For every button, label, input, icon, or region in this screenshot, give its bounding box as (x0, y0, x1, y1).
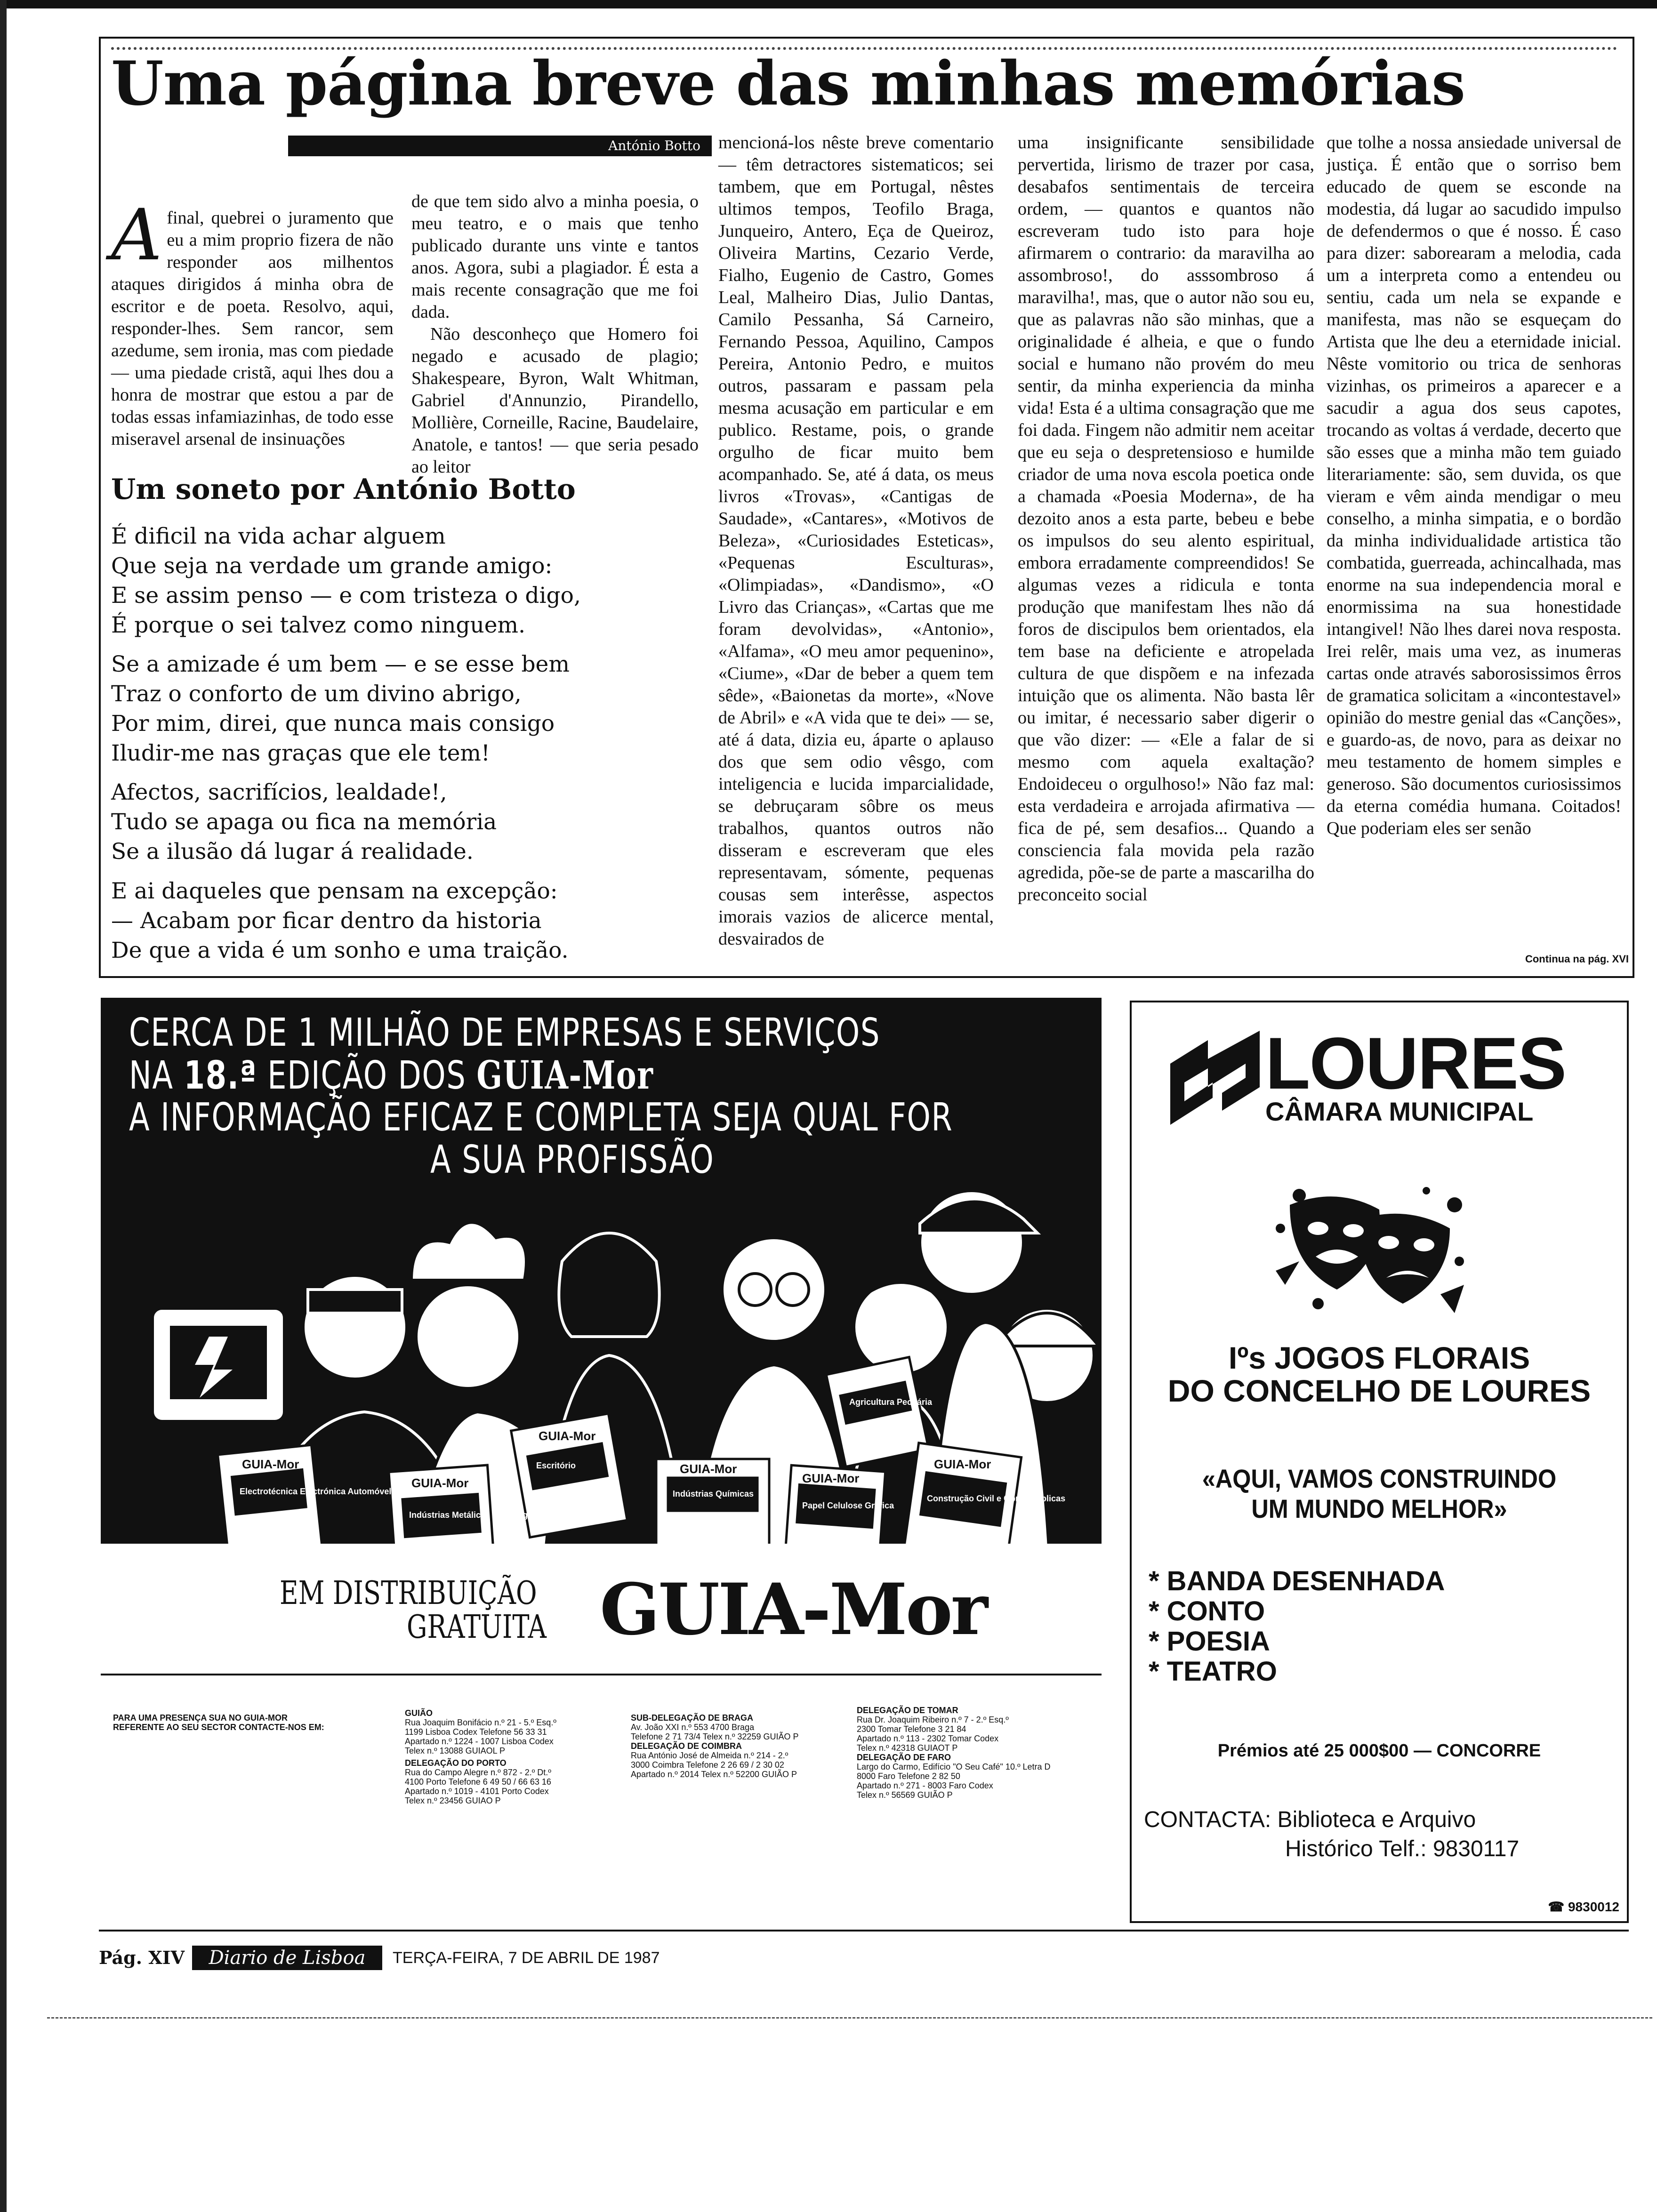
footer-rule (99, 1930, 1629, 1931)
book-title: Papel Celulose Gráfica (802, 1501, 894, 1510)
sonnet-line: Tudo se apaga ou fica na memória (111, 809, 497, 835)
guia-mor-logo: GUIA-Mor (600, 1568, 986, 1651)
article-column-2-text: de que tem sido alvo a minha poesia, o meu teatro, e o mais que tenho publicado durante uns vinte e tantos anos. Agora, subi a plagiador. É esta a mais recente consagração que me foi dada. (411, 192, 699, 322)
office-line: Apartado n.º 2014 Telex n.º 52200 GUIÃO P (631, 1770, 797, 1779)
office-line: Apartado n.º 271 - 8003 Faro Codex (857, 1781, 993, 1790)
sonnet-line: Por mim, direi, que nunca mais consigo (111, 711, 555, 737)
quote-line-2: UM MUNDO MELHOR» (1251, 1494, 1507, 1523)
office-heading: DELEGAÇÃO DE TOMAR (857, 1706, 958, 1715)
loures-prizes: Prémios até 25 000$00 — CONCORRE (1217, 1741, 1541, 1761)
page-number: Pág. XIV (99, 1947, 185, 1968)
quote-line-1: «AQUI, VAMOS CONSTRUINDO (1202, 1464, 1557, 1493)
guia-ad-line-4: A SUA PROFISSÃO (430, 1138, 715, 1182)
office-line: Apartado n.º 1019 - 4101 Porto Codex (405, 1787, 549, 1796)
book-title: Electrotécnica Electrónica Automóvel (240, 1487, 392, 1496)
guia-ad-inline-logo: GUIA-Mor (476, 1053, 654, 1098)
office-line: Largo do Carmo, Edifício "O Seu Café" 10.º Letra D (857, 1762, 1051, 1771)
theatre-masks-icon (1271, 1177, 1469, 1318)
sonnet-line: É porque o sei talvez como ninguem. (111, 612, 526, 638)
book-label: GUIA-Mor (411, 1476, 469, 1490)
sonnet-line: Que seja na verdade um grande amigo: (111, 553, 553, 579)
book-label: GUIA-Mor (802, 1471, 860, 1485)
office-heading: DELEGAÇÃO DE FARO (857, 1753, 951, 1762)
book-label: GUIA-Mor (242, 1457, 299, 1471)
article-dropcap: A (111, 194, 162, 276)
guia-ad-edition: 18.ª (184, 1053, 257, 1098)
office-line: Telefone 2 71 73/4 Telex n.º 32259 GUIÃO P (631, 1732, 799, 1741)
office-line: Telex n.º 23456 GUIAO P (405, 1796, 501, 1805)
loures-emblem-icon (1166, 1031, 1264, 1125)
article-column-1-text: final, quebrei o juramento que eu a mim proprio fizera de não responder aos milhentos ataques dirigidos á minha obra de escritor e de poeta. Resolvo, aqui, responder-lhes. Sem rancor, sem azedume, sem ironia, mas com piedade — uma piedade cristã, aqui lhes dou a honra de mostrar que estou a par de todas essas infamiazinhas, de todo esse miseravel arsenal de insinuações (111, 208, 394, 449)
chef-head-icon (416, 1285, 520, 1388)
office-heading: GUIÃO (405, 1708, 433, 1718)
book-title: Escritório (536, 1461, 576, 1470)
book-label: GUIA-Mor (539, 1429, 596, 1443)
newspaper-masthead: Diario de Lisboa (192, 1946, 382, 1970)
sonnet-line: Se a amizade é um bem — e se esse bem (111, 651, 570, 677)
sonnet-stanza-3 (111, 777, 690, 868)
sonnet-stanza-2 (111, 649, 690, 770)
book-title: Indústrias Metálicas Metalúrgicas (409, 1510, 545, 1520)
office-line: Telex n.º 13088 GUIAOL P (405, 1746, 506, 1755)
category-item: * CONTO (1149, 1596, 1265, 1627)
page-frame-top (0, 0, 1657, 8)
office-line: Rua António José de Almeida n.º 214 - 2.º (631, 1751, 788, 1760)
loures-logo (1166, 1023, 1627, 1139)
office-line: 4100 Porto Telefone 6 49 50 / 66 63 16 (405, 1777, 551, 1787)
office-tomar-faro (857, 1706, 1111, 1828)
office-line: Av. João XXI n.º 553 4700 Braga (631, 1723, 755, 1732)
chef-hat-icon (411, 1222, 526, 1280)
sonnet-line: Iludir-me nas graças que ele tem! (111, 740, 490, 766)
sonnet-line: De que a vida é um sonho e uma traição. (111, 938, 569, 963)
office-line: Rua do Campo Alegre n.º 872 - 2.º Dt.º (405, 1768, 551, 1777)
contact-intro-line: PARA UMA PRESENÇA SUA NO GUIA-MOR (113, 1713, 288, 1723)
guia-ad-rule (101, 1674, 1102, 1675)
office-braga-coimbra (631, 1713, 838, 1807)
contact-line-2: Histórico Telf.: 9830117 (1285, 1836, 1520, 1861)
sonnet-line: Afectos, sacrifícios, lealdade!, (111, 779, 447, 805)
article-column-2-para: Não desconheço que Homero foi negado e acusado de plagio; Shakespeare, Byron, Walt Whitman, Gabriel d'Annunzio, Pirandello, Mollière, Corneille, Racine, Baudelaire, Anatole, e tantos! — que seria pesado ao leitor (411, 324, 699, 477)
telephone-icon: ☎ (1548, 1899, 1565, 1914)
article-column-4: uma insignificante sensibilidade pervertida, lirismo de trazer por casa, desabafos sentimentais de terceira ordem, — quantos e quantos não escreveram tudo isto para hoje afirmarem o contrario: da maravilha ao assombroso!, do asssombroso á maravilha!, mas, que o autor não sou eu, que as palavras não são minhas, que a originalidade é alheia, e que o fundo social e humano não provém do meu sentir, da minha experiencia da minha vida! Esta é a ultima consagração que me foi dada. Fingem não admitir nem aceitar que eu seja o despretensioso e humilde criador de uma nova escola poetica onde a chamada «Poesia Moderna», de ha dezoito anos a esta parte, bebeu e bebe os impulsos do seu alento espiritual, embora erradamente compreendidos! Se algumas vezes a ridicula e tonta produção que manifestam lhes não dá foros de discipulos bem orientados, ela tem base na deficiente e atropelada cultura de que dispõem e na infezada intuição que os alimenta. Não basta lêr ou imitar, é necessario saber digerir o que vão dizer: — «Ele a falar de si mesmo com aquela exaltação? Endoideceu o orgulhoso!» Não faz mal: esta verdadeira e arrojada afirmativa — fica de pé, sem desafios... Quando a consciencia fala movida pela razão agredida, põe-se de parte a mascarilha do preconceito social (1018, 133, 1314, 905)
guia-ad-line-1: CERCA DE 1 MILHÃO DE EMPRESAS E SERVIÇOS (129, 1010, 880, 1055)
guia-mor-ad (101, 998, 1102, 1633)
office-line: Apartado n.º 1224 - 1007 Lisboa Codex (405, 1737, 554, 1746)
office-heading: DELEGAÇÃO DE COIMBRA (631, 1741, 742, 1751)
office-line: 3000 Coimbra Telefone 2 26 69 / 2 30 02 (631, 1760, 784, 1770)
category-item: * TEATRO (1149, 1656, 1277, 1687)
sonnet-line: Se a ilusão dá lugar á realidade. (111, 839, 474, 865)
page-frame-left (0, 0, 7, 2212)
jogos-line-1: Iºs JOGOS FLORAIS (1228, 1340, 1530, 1375)
office-line: Telex n.º 56569 GUIÃO P (857, 1790, 953, 1800)
bottom-trim-line (47, 2017, 1652, 2019)
office-guiao (405, 1708, 621, 1831)
article-column-5: que tolhe a nossa ansiedade universal de justiça. É então que o sorriso bem educado de quem se esconde na modestia, dá lugar ao sacudido impulso de defendermos o que é nosso. É caso para dizer: saborearam a melodia, cada um a interpreta como a entendeu ou sentiu, cada um nela se expande e manifesta, mas não se esqueçam do Artista que lhe deu a eternidade inicial. Nêste vomitorio ou trica de senhoras vizinhas, os primeiros a aparecer e a sacudir a agua dos seus capotes, trocando as voltas á verdade, decerto que são esses que a minha mão tem guiado literariamente: são, sem duvida, os que vieram e vêm ainda mendigar o meu conselho, a minha simpatia, e o bordão da minha individualidade artistica tão combatida, guerreada, achincalhada, mas enorme na sua independencia moral e enormissima na sua honestidade intangivel! Não lhes darei nova resposta. Irei relêr, mais uma vez, as inumeras cartas onde através saborosissimos êrros de gramatica solicitam a «incontestavel» opinião do mestre genial das «Canções», e guardo-as, de novo, para as deixar no meu testamento de homem simples e generoso. São documentos curiosissimos da eterna comédia humana. Coitados! Que poderiam eles ser senão (1327, 133, 1621, 838)
contact-line-1: CONTACTA: Biblioteca e Arquivo (1144, 1807, 1476, 1832)
category-item: * BANDA DESENHADA (1149, 1566, 1445, 1596)
article-column-1 (111, 194, 394, 461)
sonnet-stanza-1 (111, 521, 690, 642)
loures-ad (1130, 1001, 1629, 1923)
issue-date: TERÇA-FEIRA, 7 DE ABRIL DE 1987 (393, 1949, 660, 1967)
book-title: Construção Civil e Obras Públicas (927, 1494, 1066, 1503)
distribution-line-1: EM DISTRIBUIÇÃO (280, 1575, 537, 1612)
loures-name: LOURES (1265, 1023, 1566, 1105)
loures-contact (1144, 1805, 1615, 1867)
office-line: 1199 Lisboa Codex Telefone 56 33 31 (405, 1727, 547, 1737)
loures-phone-number: 9830012 (1568, 1899, 1619, 1914)
guia-ad-line-2a: NA (129, 1053, 174, 1098)
workers-illustration (101, 998, 1102, 1633)
office-heading: SUB-DELEGAÇÃO DE BRAGA (631, 1713, 754, 1723)
article-byline: António Botto (288, 136, 712, 156)
guide-book-agricultura (826, 1357, 929, 1467)
distribution-line-2: GRATUITA (407, 1609, 547, 1646)
office-line: Apartado n.º 113 - 2302 Tomar Codex (857, 1734, 999, 1743)
office-heading: DELEGAÇÃO DO PORTO (405, 1758, 507, 1768)
guia-distribution-panel (101, 1544, 1102, 1671)
office-line: 2300 Tomar Telefone 3 21 84 (857, 1724, 966, 1734)
article-column-2 (411, 191, 699, 477)
guia-ad-line-3: A INFORMAÇÃO EFICAZ E COMPLETA SEJA QUAL FOR (129, 1095, 953, 1140)
article-column-3: mencioná-los nêste breve comentario — têm detractores sistematicos; sei tambem, que em Portugal, nêstes ultimos tempos, Teofilo Braga, Junqueiro, Antero, Eça de Queiroz, Oliveira Martins, Cezario Verde, Fialho, Eugenio de Castro, Gomes Leal, Malheiro Dias, Julio Dantas, Camilo Pessanha, Sá Carneiro, Fernando Pessoa, Aquilino, Campos Pereira, Antonio Pedro, e muitos outros, passaram e passam pela mesma acusação em particular e em publico. Restame, pois, o grande orgulho de ficar muito bem acompanhado. Se, até á data, os meus livros «Trovas», «Cantigas de Saudade», «Cantares», «Motivos de Beleza», «Curiosidades Esteticas», «Pequenas Esculturas», «Olimpiadas», «Dandismo», «O Livro das Crianças», «Cartas que me foram devolvidas», «Antonio», «Alfama», «O meu amor pequenino», «Ciume», «Dar de beber a quem tem sêde», «Baionetas da morte», «Nove de Abril» e «A vida que te dei» — se, até á data, dizia eu, áparte o aplauso dos que sem odio vêsgo, com inteligencia e lucida imparcialidade, se debruçaram sôbre os meus trabalhos, quantos outros não disseram e escreveram que eles representavam, sómente, pequenas cousas sem interêsse, aspectos imorais vazios de alicerce mental, desvairados de (718, 133, 994, 949)
book-label: GUIA-Mor (934, 1457, 991, 1471)
jogos-line-2: DO CONCELHO DE LOURES (1167, 1373, 1591, 1408)
loures-subtitle: CÂMARA MUNICIPAL (1265, 1097, 1534, 1126)
book-title: Indústrias Químicas (673, 1489, 754, 1499)
continued-note: Continua na pág. XVI (1525, 953, 1629, 965)
sonnet-stanza-4 (111, 876, 690, 967)
sonnet-line: É dificil na vida achar alguem (111, 523, 446, 549)
sonnet-title: Um soneto por António Botto (111, 473, 576, 506)
sonnet-line: — Acabam por ficar dentro da historia (111, 908, 542, 934)
loures-phone (1478, 1897, 1619, 1917)
guia-ad-line-2c: EDIÇÃO DOS (267, 1053, 467, 1098)
category-item: * POESIA (1149, 1626, 1270, 1657)
office-line: Rua Joaquim Bonifácio n.º 21 - 5.º Esq.º (405, 1718, 556, 1727)
office-line: Rua Dr. Joaquim Ribeiro n.º 7 - 2.º Esq.º (857, 1715, 1009, 1724)
office-line: Telex n.º 42318 GUIAOT P (857, 1743, 958, 1753)
sonnet-line: Traz o conforto de um divino abrigo, (111, 681, 522, 707)
office-line: 8000 Faro Telefone 2 82 50 (857, 1771, 960, 1781)
contact-intro-line: REFERENTE AO SEU SECTOR CONTACTE-NOS EM: (113, 1723, 324, 1732)
sonnet-line: E se assim penso — e com tristeza o digo, (111, 583, 581, 609)
article-headline: Uma página breve das minhas memórias (111, 48, 1465, 119)
jogos-florais-title (1134, 1341, 1624, 1407)
guia-contact-intro (113, 1713, 377, 1741)
book-title: Agricultura Pecuária (849, 1397, 933, 1407)
loures-quote (1159, 1464, 1600, 1525)
loures-categories (1149, 1566, 1572, 1689)
sonnet-line: E ai daqueles que pensam na excepção: (111, 878, 558, 904)
book-label: GUIA-Mor (680, 1462, 737, 1476)
